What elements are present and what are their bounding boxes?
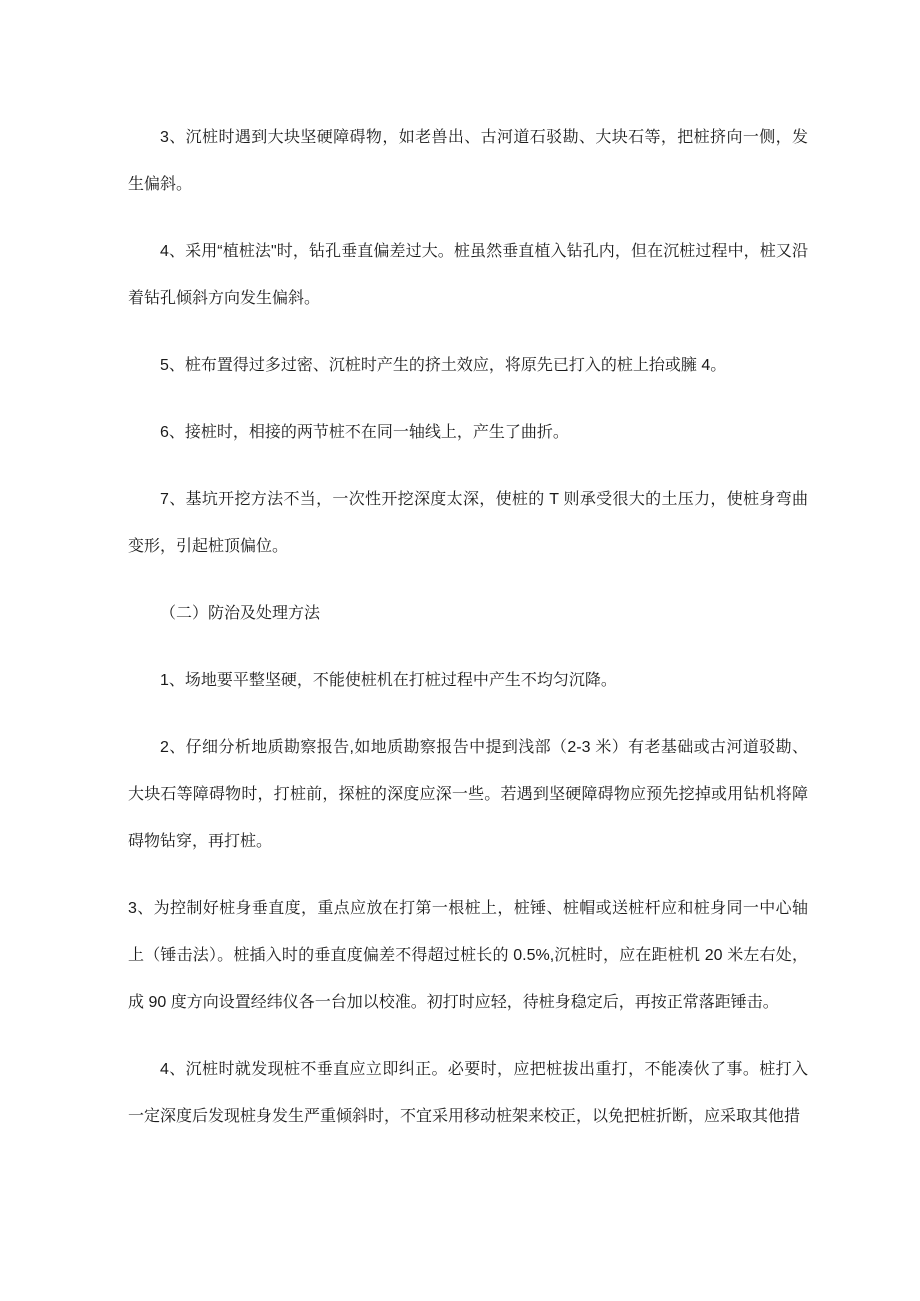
paragraph-cause-item-5: 5、桩布置得过多过密、沉桩时产生的挤土效应，将原先已打入的桩上抬或臃 4。 <box>160 357 727 374</box>
paragraph-cause-item-6: 6、接桩时，相接的两节桩不在同一轴线上，产生了曲折。 <box>160 424 569 441</box>
paragraph-method-item-2: 2、仔细分析地质勘察报告,如地质勘察报告中提到浅部（2-3 米）有老基础或古河道驳勘、大块石等障碍物时，打桩前，探桩的深度应深一些。若遇到坚硬障碍物应预先挖掉或用钻机将障碍物钻穿，再打桩。 <box>128 739 808 850</box>
paragraph-method-item-4: 4、沉桩时就发现桩不垂直应立即纠正。必要时，应把桩拔出重打，不能凑伙了事。桩打入一定深度后发现桩身发生严重倾斜时，不宜采用移动桩架来校正，以免把桩折断，应采取其他措 <box>128 1061 808 1125</box>
paragraph-method-item-3: 3、为控制好桩身垂直度，重点应放在打第一根桩上，桩锤、桩帽或送桩杆应和桩身同一中心轴上（锤击法）。桩插入时的垂直度偏差不得超过桩长的 0.5%,沉桩时，应在距桩机 20 米左右处，成 90 度方向设置经纬仪各一台加以校准。初打时应轻，待桩身稳定后，再按正常落距锤击。 <box>128 900 808 1011</box>
section-heading: （二）防治及处理方法 <box>160 605 321 622</box>
paragraph-method-item-1: 1、场地要平整坚硬，不能使桩机在打桩过程中产生不均匀沉降。 <box>160 672 617 689</box>
paragraph-cause-item-3: 3、沉桩时遇到大块坚硬障碍物，如老兽出、古河道石驳勘、大块石等，把桩挤向一侧，发生偏斜。 <box>128 129 808 193</box>
paragraph-cause-item-7: 7、基坑开挖方法不当，一次性开挖深度太深，使桩的 T 则承受很大的土压力，使桩身弯曲变形，引起桩顶偏位。 <box>128 491 808 555</box>
paragraph-cause-item-4: 4、采用“植桩法"时，钻孔垂直偏差过大。桩虽然垂直植入钻孔内，但在沉桩过程中，桩又沿着钻孔倾斜方向发生偏斜。 <box>128 243 808 307</box>
